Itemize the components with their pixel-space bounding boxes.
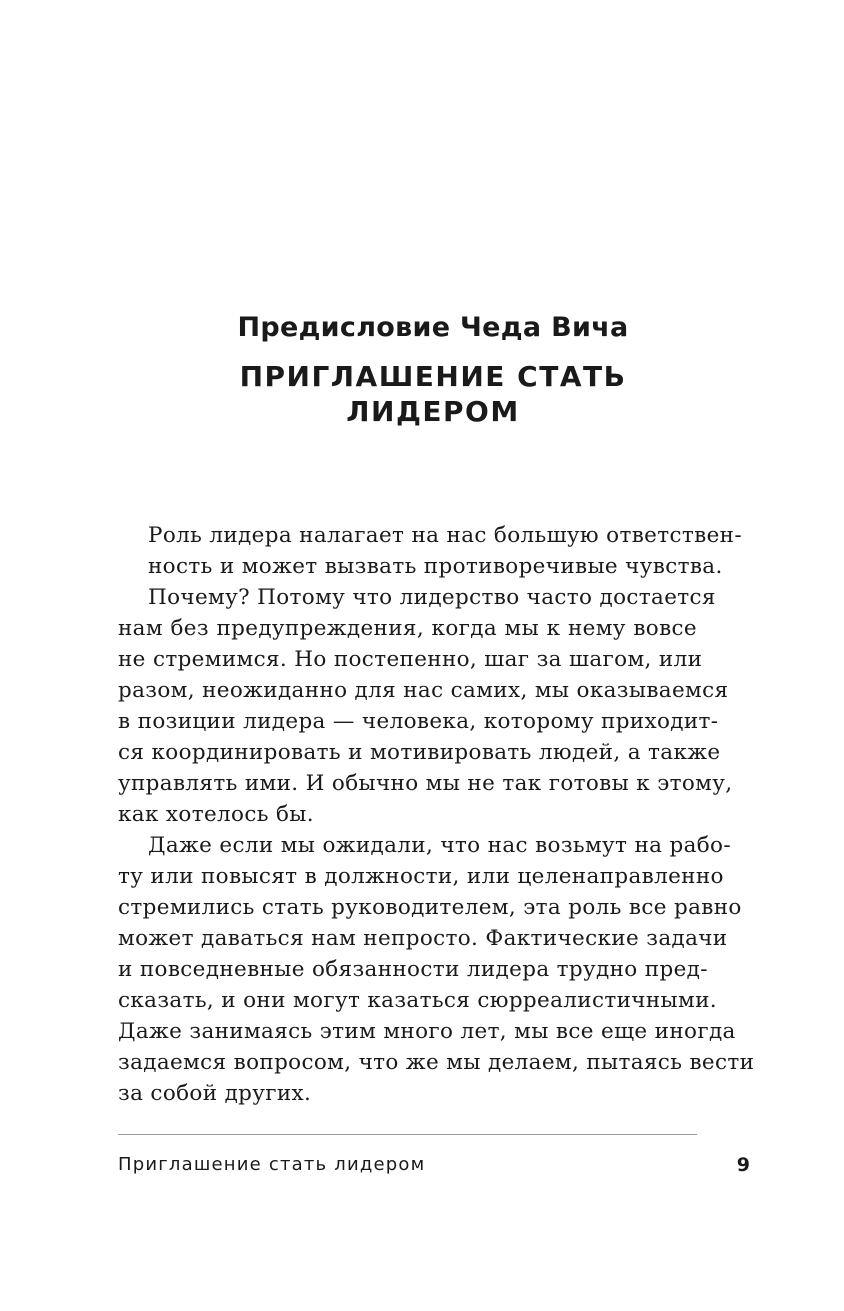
text-line: и повседневные обязанности лидера трудно пред- — [118, 957, 708, 982]
text-line: ту или повысят в должности, или целенаправленно — [118, 864, 724, 889]
footer-divider — [118, 1134, 697, 1135]
text-line: Даже занимаясь этим много лет, мы все еще иногда — [118, 1019, 736, 1044]
paragraph-3 — [118, 830, 755, 1109]
chapter-title-line-1: ПРИГЛАШЕНИЕ СТАТЬ — [239, 360, 627, 393]
text-line: может даваться нам непросто. Фактические задачи — [118, 926, 728, 951]
paragraph-2 — [118, 582, 733, 830]
text-line: как хотелось бы. — [118, 802, 314, 827]
text-line: ся координировать и мотивировать людей, а также — [118, 740, 721, 765]
chapter-title — [0, 359, 844, 429]
text-line: ность и может вызвать противоречивые чувства. — [148, 554, 723, 579]
text-line: Почему? Потому что лидерство часто достается — [148, 585, 716, 610]
text-line: не стремимся. Но постепенно, шаг за шагом, или — [118, 647, 703, 672]
text-line: Даже если мы ожидали, что нас возьмут на рабо- — [148, 833, 731, 858]
text-line: в позиции лидера — человека, которому приходит- — [118, 709, 719, 734]
paragraph-1 — [118, 520, 742, 582]
text-line: управлять ими. И обычно мы не так готовы к этому, — [118, 771, 733, 796]
text-line: за собой других. — [118, 1081, 312, 1106]
chapter-heading — [0, 306, 844, 429]
page-number: 9 — [736, 1154, 750, 1176]
body-text — [118, 520, 755, 1109]
running-title: Приглашение стать лидером — [118, 1154, 426, 1175]
text-line: Роль лидера налагает на нас большую ответствен- — [148, 523, 742, 548]
chapter-title-line-2: ЛИДЕРОМ — [346, 395, 520, 428]
text-line: нам без предупреждения, когда мы к нему вовсе — [118, 616, 697, 641]
text-line: разом, неожиданно для нас самих, мы оказываемся — [118, 678, 729, 703]
text-line: задаемся вопросом, что же мы делаем, пытаясь вести — [118, 1050, 755, 1075]
text-line: сказать, и они могут казаться сюрреалистичными. — [118, 988, 717, 1013]
foreword-title: Предисловие Чеда Вича — [237, 312, 629, 343]
text-line: стремились стать руководителем, эта роль все равно — [118, 895, 742, 920]
